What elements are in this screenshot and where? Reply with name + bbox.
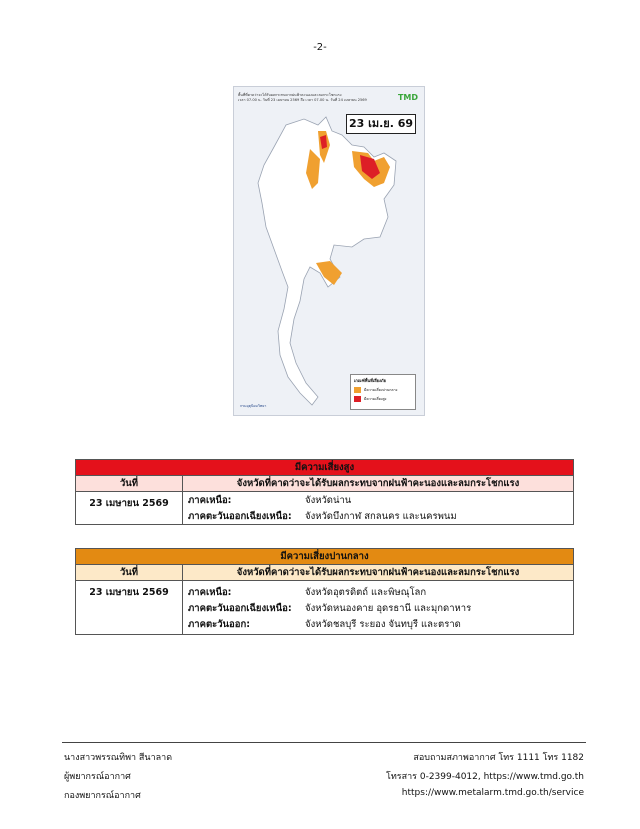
- col-area-header: จังหวัดที่คาดว่าจะได้รับผลกระทบจากฝนฟ้าคะนองและลมกระโชกแรง: [183, 565, 574, 581]
- thailand-map-graphic: [234, 87, 425, 416]
- map-legend: [350, 374, 416, 410]
- date-cell: 23 เมษายน 2569: [76, 492, 183, 525]
- forecaster-title: ผู้พยากรณ์อากาศ: [64, 772, 131, 782]
- region-line: [188, 616, 568, 632]
- region-label: ภาคตะวันออกเฉียงเหนือ:: [188, 510, 292, 522]
- col-area-header: จังหวัดที่คาดว่าจะได้รับผลกระทบจากฝนฟ้าคะนองและลมกระโชกแรง: [183, 476, 574, 492]
- map-date-label: 23 เม.ย. 69: [346, 114, 416, 134]
- legend-swatch: [354, 387, 361, 393]
- high-risk-table: [75, 459, 574, 525]
- forecaster-division: กองพยากรณ์อากาศ: [64, 791, 141, 801]
- map-header-line: พื้นที่ที่คาดว่าจะได้รับผลกระทบจากฝนฟ้าคะนองและลมกระโชกแรง: [238, 93, 342, 97]
- region-line: [188, 492, 568, 508]
- legend-swatch: [354, 396, 361, 402]
- tmd-logo: TMD: [397, 93, 418, 102]
- province-list: จังหวัดอุตรดิตถ์ และพิษณุโลก: [305, 586, 427, 598]
- page-number: -2-: [313, 42, 327, 53]
- contact-phone: สอบถามสภาพอากาศ โทร 1111 โทร 1182: [413, 753, 584, 763]
- table-title-row: [76, 460, 574, 476]
- region-label: ภาคตะวันออก:: [188, 618, 251, 630]
- table-title: มีความเสี่ยงสูง: [76, 460, 574, 476]
- legend-item-medium: [354, 387, 412, 393]
- map-credit: กรมอุตุนิยมวิทยา: [240, 404, 267, 408]
- footer-divider: [62, 742, 586, 743]
- map-header: [238, 93, 368, 103]
- region-line: [188, 584, 568, 600]
- province-list: จังหวัดชลบุรี ระยอง จันทบุรี และตราด: [305, 618, 461, 630]
- region-label: ภาคตะวันออกเฉียงเหนือ:: [188, 602, 292, 614]
- legend-item-high: [354, 396, 412, 402]
- service-link[interactable]: https://www.metalarm.tmd.go.th/service: [401, 788, 584, 798]
- table-header-row: [76, 476, 574, 492]
- forecaster-name: นางสาวพรรณทิพา สีนาลาด: [64, 753, 173, 763]
- area-cell: [183, 492, 574, 525]
- table-row: [76, 581, 574, 635]
- date-cell: 23 เมษายน 2569: [76, 581, 183, 635]
- medium-risk-table: [75, 548, 574, 635]
- region-label: ภาคเหนือ:: [188, 494, 232, 506]
- region-line: [188, 600, 568, 616]
- region-label: ภาคเหนือ:: [188, 586, 232, 598]
- province-list: จังหวัดน่าน: [305, 494, 352, 506]
- table-header-row: [76, 565, 574, 581]
- legend-title: เกณฑ์พื้นที่เสี่ยงภัย: [354, 378, 386, 383]
- table-row: [76, 492, 574, 525]
- col-date-header: วันที่: [76, 565, 183, 581]
- map-header-line: เวลา 07.00 น. วันที่ 23 เมษายน 2569 ถึง เวลา 07.00 น. วันที่ 24 เมษายน 2569: [238, 98, 367, 102]
- legend-label: มีความเสี่ยงสูง: [364, 397, 387, 401]
- col-date-header: วันที่: [76, 476, 183, 492]
- table-title-row: [76, 549, 574, 565]
- risk-map: [233, 86, 425, 416]
- area-cell: [183, 581, 574, 635]
- legend-label: มีความเสี่ยงปานกลาง: [364, 388, 398, 392]
- province-list: จังหวัดบึงกาฬ สกลนคร และนครพนม: [305, 510, 457, 522]
- region-line: [188, 508, 568, 524]
- table-title: มีความเสี่ยงปานกลาง: [76, 549, 574, 565]
- province-list: จังหวัดหนองคาย อุดรธานี และมุกดาหาร: [305, 602, 472, 614]
- contact-fax-web[interactable]: โทรสาร 0-2399-4012, https://www.tmd.go.th: [386, 772, 584, 782]
